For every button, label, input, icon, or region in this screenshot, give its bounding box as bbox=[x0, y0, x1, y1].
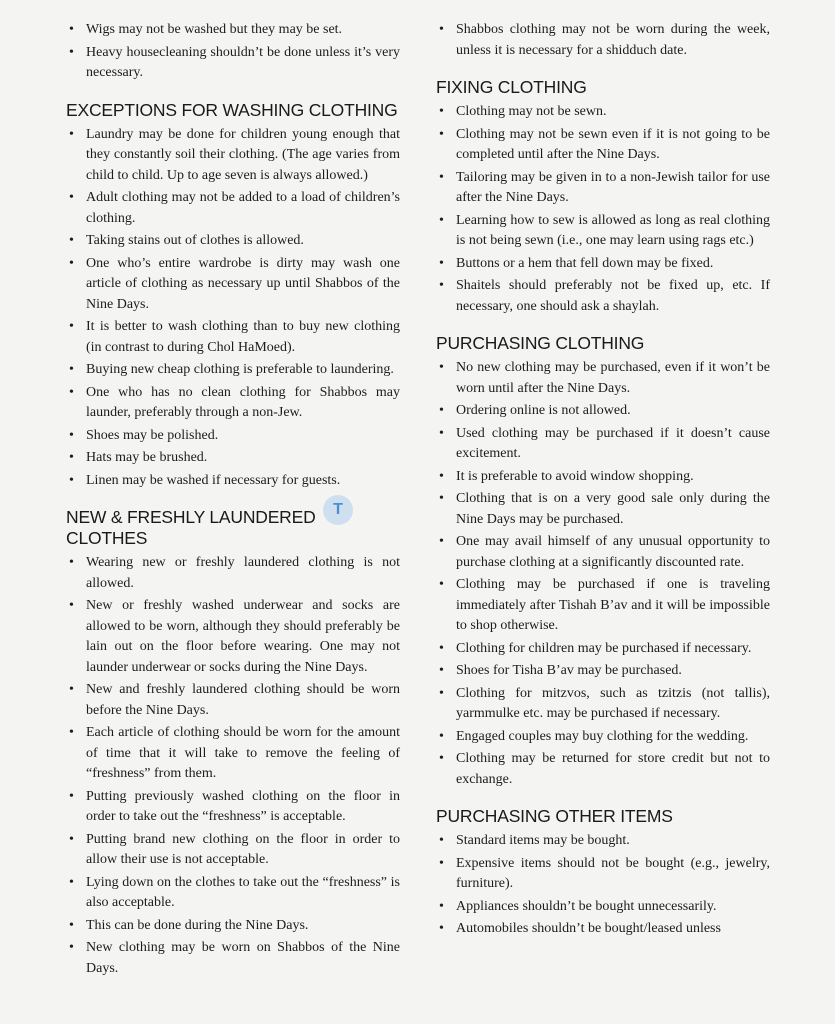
bullet-icon: • bbox=[69, 682, 74, 697]
bullet-icon: • bbox=[69, 126, 74, 142]
section-title-purchasing-other-items: PURCHASING OTHER ITEMS bbox=[436, 806, 673, 826]
list-item: • Engaged couples may buy clothing for the wedding. bbox=[436, 727, 770, 748]
bullet-icon: • bbox=[439, 104, 444, 119]
fixing-clothing-list bbox=[436, 102, 770, 317]
list-item: • Shabbos clothing may not be worn during the week, unless it is necessary for a shidduch date. bbox=[439, 22, 770, 58]
bullet-icon: • bbox=[439, 577, 444, 592]
list-item: • New clothing may be worn on Shabbos of the Nine Days. bbox=[69, 940, 400, 976]
list-item: • Putting brand new clothing on the floor in order to allow their use is not acceptable. bbox=[69, 831, 400, 867]
bullet-icon: • bbox=[439, 728, 444, 744]
list-item: • Each article of clothing should be worn for the amount of time that it will take to remove the feeling of “freshness” from them. bbox=[69, 725, 400, 781]
list-item: • Clothing for children may be purchased if necessary. bbox=[436, 639, 770, 660]
bullet-icon: • bbox=[439, 855, 444, 871]
list-item: • Clothing may be purchased if one is traveling immediately after Tishah B’av and it will be impossible to shop otherwise. bbox=[439, 577, 770, 633]
bullet-icon: • bbox=[69, 472, 74, 488]
right-intro-list bbox=[436, 20, 770, 61]
section-title-exceptions-washing: EXCEPTIONS FOR WASHING CLOTHING bbox=[66, 99, 398, 120]
list-item: • Automobiles shouldn’t be bought/leased unless bbox=[436, 919, 770, 940]
list-item: • Shoes may be polished. bbox=[66, 426, 400, 447]
bullet-icon: • bbox=[69, 362, 74, 377]
bullet-icon: • bbox=[69, 725, 74, 740]
purchasing-other-items-list bbox=[436, 831, 770, 940]
bullet-icon: • bbox=[69, 190, 74, 205]
list-item: • Shoes for Tisha B’av may be purchased. bbox=[436, 661, 770, 682]
section-title-new-freshly-laundered: NEW & FRESHLY LAUNDERED CLOTHES bbox=[66, 507, 316, 548]
bullet-icon: • bbox=[69, 44, 74, 60]
bullet-icon: • bbox=[439, 255, 444, 271]
bullet-icon: • bbox=[439, 751, 444, 766]
list-item: • One who’s entire wardrobe is dirty may wash one article of clothing as necessary up until Shabbos of the Nine Days. bbox=[69, 255, 400, 312]
bullet-icon: • bbox=[439, 491, 444, 506]
bullet-icon: • bbox=[69, 255, 74, 271]
list-item: • Ordering online is not allowed. bbox=[436, 401, 770, 422]
bullet-icon: • bbox=[439, 278, 444, 293]
bullet-icon: • bbox=[69, 319, 74, 334]
bullet-icon: • bbox=[439, 685, 444, 701]
list-item: • Adult clothing may not be added to a load of children’s clothing. bbox=[69, 190, 400, 226]
list-item: • Lying down on the clothes to take out the “freshness” is also acceptable. bbox=[69, 874, 400, 910]
right-column bbox=[436, 20, 770, 942]
bullet-icon: • bbox=[69, 427, 74, 443]
bullet-icon: • bbox=[439, 468, 444, 484]
bullet-icon: • bbox=[439, 126, 444, 142]
list-item: • Putting previously washed clothing on the floor in order to take out the “freshness” is acceptable. bbox=[69, 788, 400, 824]
list-item: • Linen may be washed if necessary for guests. bbox=[66, 471, 400, 492]
list-item: • No new clothing may be purchased, even if it won’t be worn until after the Nine Days. bbox=[439, 360, 770, 396]
list-item: • Taking stains out of clothes is allowed. bbox=[66, 231, 400, 252]
bullet-icon: • bbox=[439, 833, 444, 848]
section-title-fixing-clothing: FIXING CLOTHING bbox=[436, 77, 587, 97]
list-item: • Shaitels should preferably not be fixed up, etc. If necessary, one should ask a shaylah. bbox=[439, 278, 770, 314]
list-item: • Laundry may be done for children young enough that they constantly soil their clothing. (The age varies from child to child. Up to age seven is always allowed.) bbox=[69, 126, 400, 183]
list-item: • One who has no clean clothing for Shabbos may launder, preferably through a non-Jew. bbox=[69, 384, 400, 420]
list-item: • Wigs may not be washed but they may be set. bbox=[66, 20, 400, 41]
bullet-icon: • bbox=[439, 169, 444, 185]
list-item: • Clothing may not be sewn. bbox=[436, 102, 770, 123]
bullet-icon: • bbox=[439, 22, 444, 37]
bullet-icon: • bbox=[69, 831, 74, 847]
bullet-icon: • bbox=[439, 212, 444, 228]
list-item: • Wearing new or freshly laundered clothing is not allowed. bbox=[69, 555, 400, 591]
list-item: • Buying new cheap clothing is preferable to laundering. bbox=[66, 360, 400, 381]
bullet-icon: • bbox=[69, 598, 74, 613]
bullet-icon: • bbox=[69, 788, 74, 804]
bullet-icon: • bbox=[69, 450, 74, 465]
list-item: • Clothing that is on a very good sale only during the Nine Days may be purchased. bbox=[439, 491, 770, 527]
list-item: • Learning how to sew is allowed as long as real clothing is not being sewn (i.e., one may learn using rags etc.) bbox=[439, 212, 770, 248]
new-freshly-laundered-list bbox=[66, 553, 400, 979]
bullet-icon: • bbox=[69, 555, 74, 570]
bullet-icon: • bbox=[69, 22, 74, 37]
bullet-icon: • bbox=[439, 403, 444, 418]
bullet-icon: • bbox=[439, 425, 444, 441]
list-item: • It is preferable to avoid window shopping. bbox=[436, 467, 770, 488]
bullet-icon: • bbox=[439, 898, 444, 914]
list-item: • It is better to wash clothing than to buy new clothing (in contrast to during Chol HaMoed). bbox=[69, 319, 400, 355]
list-item: • New and freshly laundered clothing should be worn before the Nine Days. bbox=[69, 682, 400, 718]
watermark-logo-icon: T bbox=[323, 495, 353, 525]
bullet-icon: • bbox=[69, 940, 74, 955]
list-item: • Heavy housecleaning shouldn’t be done unless it’s very necessary. bbox=[69, 44, 400, 80]
purchasing-clothing-list bbox=[436, 358, 770, 790]
bullet-icon: • bbox=[439, 360, 444, 375]
list-item: • Clothing may be returned for store credit but not to exchange. bbox=[439, 751, 770, 787]
bullet-icon: • bbox=[439, 921, 444, 936]
list-item: • Hats may be brushed. bbox=[66, 448, 400, 469]
left-intro-list bbox=[66, 20, 400, 84]
bullet-icon: • bbox=[439, 534, 444, 549]
list-item: • Appliances shouldn’t be bought unnecessarily. bbox=[436, 897, 770, 918]
list-item: • One may avail himself of any unusual opportunity to purchase clothing at a significantly discounted rate. bbox=[439, 534, 770, 570]
bullet-icon: • bbox=[69, 874, 74, 890]
list-item: • Buttons or a hem that fell down may be fixed. bbox=[436, 254, 770, 275]
bullet-icon: • bbox=[69, 384, 74, 400]
bullet-icon: • bbox=[69, 233, 74, 248]
list-item: • This can be done during the Nine Days. bbox=[66, 916, 400, 937]
list-item: • Clothing may not be sewn even if it is not going to be completed until after the Nine Days. bbox=[439, 126, 770, 162]
list-item: • New or freshly washed underwear and socks are allowed to be worn, although they should preferably be lain out on the floor before wearing. One may not launder underwear or socks during the Nine Days. bbox=[69, 598, 400, 675]
list-item: • Tailoring may be given in to a non-Jewish tailor for use after the Nine Days. bbox=[439, 169, 770, 205]
bullet-icon: • bbox=[439, 640, 444, 656]
list-item: • Clothing for mitzvos, such as tzitzis (not tallis), yarmmulke etc. may be purchased if necessary. bbox=[439, 685, 770, 721]
list-item: • Standard items may be bought. bbox=[436, 831, 770, 852]
bullet-icon: • bbox=[439, 663, 444, 678]
bullet-icon: • bbox=[69, 917, 74, 933]
list-item: • Used clothing may be purchased if it doesn’t cause excitement. bbox=[439, 425, 770, 461]
exceptions-washing-list bbox=[66, 125, 400, 492]
list-item: • Expensive items should not be bought (e.g., jewelry, furniture). bbox=[439, 855, 770, 891]
section-title-purchasing-clothing: PURCHASING CLOTHING bbox=[436, 333, 645, 353]
